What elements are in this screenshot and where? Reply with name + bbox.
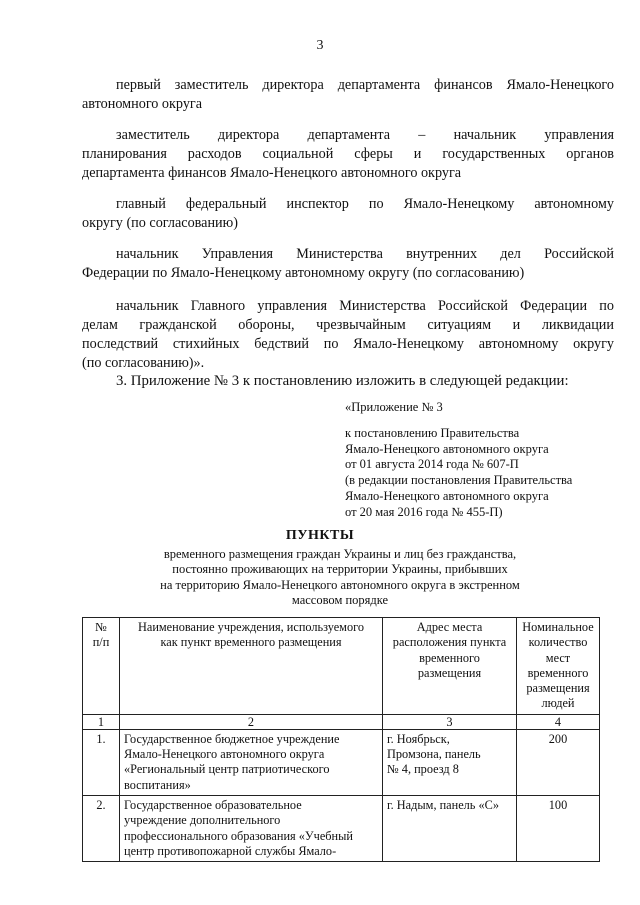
column-number: 2 — [120, 714, 383, 729]
table-row — [83, 729, 600, 795]
header-text: Наименование учреждения, используемого — [137, 620, 364, 634]
points-table — [82, 617, 600, 862]
appendix-line: Ямало-Ненецкого автономного округа — [345, 488, 549, 503]
text-line: автономного округа — [82, 96, 203, 112]
row-institution-name — [120, 729, 383, 795]
header-text: расположения пункта — [392, 635, 507, 650]
subtitle-line: временного размещения граждан Украины и лиц без гражданства, — [163, 547, 517, 561]
cell-text: Государственное бюджетное учреждение — [124, 731, 340, 746]
cell-text: № 4, проезд 8 — [387, 762, 459, 777]
paragraph-federal-inspector — [82, 195, 614, 233]
row-number: 1. — [83, 729, 120, 795]
header-number — [83, 618, 120, 715]
cell-text: Государственное образовательное — [124, 797, 302, 812]
row-capacity: 100 — [517, 795, 600, 861]
subtitle-line: массовом порядке — [291, 592, 389, 607]
cell-text: учреждение дополнительного — [124, 813, 281, 828]
appendix-reference — [345, 400, 572, 521]
document-subtitle — [0, 547, 640, 608]
text-line: планирования расходов социальной сферы и государственных органов — [82, 146, 614, 162]
row-address — [383, 795, 517, 861]
header-text: людей — [541, 696, 575, 711]
paragraph-deputy-director — [82, 126, 614, 183]
header-text: Номинальное — [522, 620, 594, 634]
text-line: (по согласованию)». — [82, 355, 205, 371]
page-number: 3 — [316, 38, 324, 53]
text-line: 3. Приложение № 3 к постановлению изложить в следующей редакции: — [116, 373, 569, 389]
header-text: как пункт временного размещения — [160, 635, 342, 650]
header-text: временного — [419, 650, 480, 665]
header-address — [383, 618, 517, 715]
appendix-line: (в редакции постановления Правительства — [345, 473, 573, 488]
appendix-line: к постановлению Правительства — [345, 425, 520, 440]
cell-text: центр противопожарной службы Ямало- — [124, 843, 337, 858]
column-number: 3 — [383, 714, 517, 729]
cell-text: воспитания» — [124, 777, 191, 792]
text-line: заместитель директора департамента – начальник управления — [116, 127, 614, 143]
paragraph-item-3 — [82, 372, 614, 391]
table-row — [83, 795, 600, 861]
text-line: департамента финансов Ямало-Ненецкого автономного округа — [82, 165, 462, 181]
row-number: 2. — [83, 795, 120, 861]
header-text: № — [95, 620, 107, 634]
text-line: Федерации по Ямало-Ненецкому автономному округу (по согласованию) — [82, 265, 525, 281]
cell-text: Промзона, панель — [387, 747, 481, 762]
cell-text: г. Надым, панель «С» — [387, 797, 499, 812]
appendix-line: от 20 мая 2016 года № 455-П) — [345, 504, 503, 519]
row-capacity: 200 — [517, 729, 600, 795]
paragraph-emergency-ministry — [82, 297, 614, 373]
subtitle-line: на территорию Ямало-Ненецкого автономного округа в экстренном — [160, 577, 520, 592]
cell-text: г. Ноябрьск, — [387, 731, 450, 746]
text-line: последствий стихийных бедствий по Ямало-Ненецкому автономному округу — [82, 336, 614, 352]
header-text: Адрес места — [416, 620, 483, 634]
text-line: округу (по согласованию) — [82, 215, 238, 231]
text-line: начальник Управления Министерства внутренних дел Российской — [116, 246, 614, 262]
text-line: главный федеральный инспектор по Ямало-Ненецкому автономному — [116, 196, 614, 212]
header-text: количество — [528, 635, 588, 650]
paragraph-first-deputy — [82, 76, 614, 114]
column-number: 4 — [517, 714, 600, 729]
appendix-line: «Приложение № 3 — [345, 400, 443, 414]
header-text: п/п — [92, 635, 110, 650]
row-address — [383, 729, 517, 795]
appendix-line: Ямало-Ненецкого автономного округа — [345, 441, 549, 456]
cell-text: Ямало-Ненецкого автономного округа — [124, 747, 325, 762]
header-text: размещения — [417, 665, 482, 680]
paragraph-interior-ministry — [82, 245, 614, 283]
column-number: 1 — [83, 714, 120, 729]
text-line: делам гражданской обороны, чрезвычайным ситуациям и ликвидации — [82, 317, 614, 333]
header-text: временного — [527, 665, 589, 680]
header-text: мест — [545, 650, 571, 665]
text-line: начальник Главного управления Министерства Российской Федерации по — [116, 298, 614, 314]
table-header-row — [83, 618, 600, 715]
subtitle-line: постоянно проживающих на территории Украины, прибывших — [172, 562, 508, 577]
column-number-row — [83, 714, 600, 729]
header-institution-name — [120, 618, 383, 715]
text-line: первый заместитель директора департамента финансов Ямало-Ненецкого — [116, 77, 614, 93]
appendix-line: от 01 августа 2014 года № 607-П — [345, 457, 519, 472]
cell-text: «Региональный центр патриотического — [124, 762, 330, 777]
header-capacity — [517, 618, 600, 715]
header-text: размещения — [526, 681, 590, 696]
document-title: ПУНКТЫ — [285, 528, 355, 543]
row-institution-name — [120, 795, 383, 861]
cell-text: профессионального образования «Учебный — [124, 828, 353, 843]
